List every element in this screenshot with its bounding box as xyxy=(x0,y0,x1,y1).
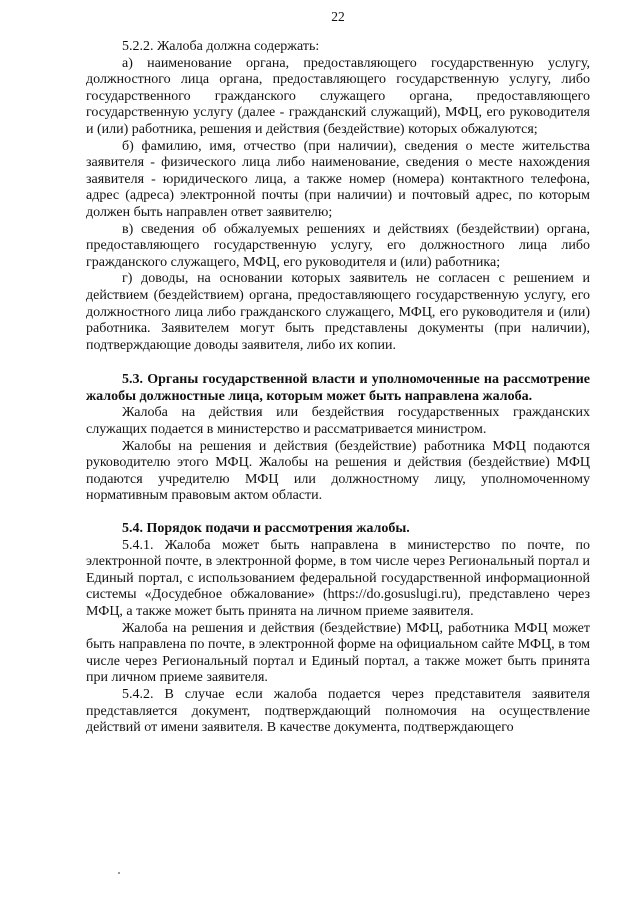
clause-5-4-2: 5.4.2. В случае если жалоба подается через представителя заявителя представляется документ, подтверждающий полномочия на осуществление действий от имени заявителя. В качестве документа, подтверждающего xyxy=(86,686,590,736)
section-gap xyxy=(86,505,590,521)
section-5-4-paragraph-mfc: Жалоба на решения и действия (бездействие) МФЦ, работника МФЦ может быть направлена по почте, в электронной форме на официальном сайте МФЦ, в том числе через Региональный портал и Единый портал, а также может быть принята при личном приеме заявителя. xyxy=(86,620,590,686)
section-5-3-paragraph-1: Жалоба на действия или бездействия государственных гражданских служащих подается в министерство и рассматривается министром. xyxy=(86,405,590,438)
clause-5-2-2-intro: 5.2.2. Жалоба должна содержать: xyxy=(122,39,320,54)
clause-5-2-2-item-g: г) доводы, на основании которых заявитель не согласен с решением и действием (бездействием) органа, предоставляющего государственную услугу, его должностного лица либо гражданского служащего, МФЦ, его руководителя и (или) работника. Заявителем могут быть представлены документы (при наличии), подтверждающие доводы заявителя, либо их копии. xyxy=(86,271,590,353)
section-gap xyxy=(86,354,590,372)
clause-5-2-2-item-v: в) сведения об обжалуемых решениях и действиях (бездействии) органа, предоставляющего государственную услугу, его должностного лица либо гражданского служащего, МФЦ, его руководителя и (или) работника; xyxy=(86,221,590,270)
clause-5-2-2-item-b: б) фамилию, имя, отчество (при наличии), сведения о месте жительства заявителя - физического лица либо наименование, сведения о месте нахождения заявителя - юридического лица, а также номер (номера) контактного телефона, адрес (адреса) электронной почты (при наличии) и почтовый адрес, по которым должен быть направлен ответ заявителю; xyxy=(86,138,590,220)
clause-5-2-2-item-a: а) наименование органа, предоставляющего государственную услугу, должностного лица органа, предоставляющего государственную услугу, либо государственного гражданского служащего органа, предоставляющего государственную услугу (далее - гражданский служащий), МФЦ, его руководителя и (или) работника, решения и действия (бездействие) которых обжалуются; xyxy=(86,55,590,137)
section-5-3-heading: 5.3. Органы государственной власти и уполномоченные на рассмотрение жалобы должностные лица, которым может быть направлена жалоба. xyxy=(86,372,590,404)
section-5-4-heading: 5.4. Порядок подачи и рассмотрения жалобы. xyxy=(122,521,410,537)
page-number: 22 xyxy=(331,9,345,24)
scan-speck xyxy=(118,872,120,874)
clause-5-4-1: 5.4.1. Жалоба может быть направлена в министерство по почте, по электронной почте, в электронной форме, в том числе через Региональный портал и Единый портал, с использованием федеральной государственной информационной системы «Досудебное обжалование» (https://do.gosuslugi.ru), представлено через МФЦ, а также может быть принята на личном приеме заявителя. xyxy=(86,537,590,619)
section-5-3-paragraph-2: Жалобы на решения и действия (бездействие) работника МФЦ подаются руководителю этого МФЦ. Жалобы на решения и действия (бездействие) МФЦ подаются учредителю МФЦ или должностному лицу, уполномоченному нормативным правовым актом области. xyxy=(86,438,590,504)
